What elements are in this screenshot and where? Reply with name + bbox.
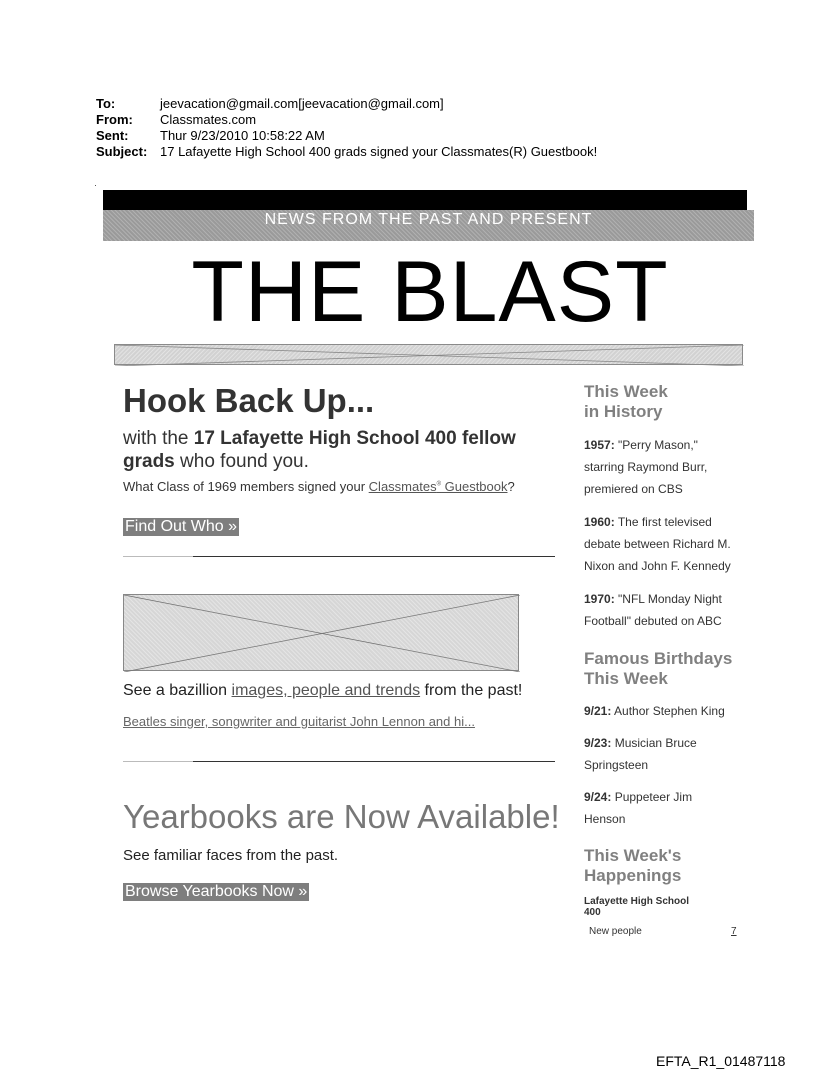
school-name-line2: 400 [584, 907, 601, 918]
sent-row [96, 128, 597, 144]
images-people-trends-link[interactable]: images, people and trends [231, 682, 421, 699]
this-week-in-history-heading [584, 382, 754, 422]
birthday-text: Author Stephen King [611, 704, 725, 718]
to-value: jeevacation@gmail.com[jeevacation@gmail.com] [160, 96, 444, 111]
new-people-count-link[interactable]: 7 [731, 926, 737, 937]
question-suffix: ? [507, 479, 515, 494]
birthday-text: Springsteen [584, 758, 649, 772]
subject-value: 17 Lafayette High School 400 grads signed your Classmates(R) Guestbook! [160, 144, 598, 159]
history-year: 1960: [584, 515, 615, 529]
banner-tagline: NEWS FROM THE PAST AND PRESENT [103, 210, 754, 241]
broken-image-icon [115, 345, 744, 366]
john-lennon-caption-link[interactable]: Beatles singer, songwriter and guitarist John Lennon and hi... [123, 714, 475, 729]
see-prefix: See a bazillion [123, 682, 232, 699]
fellow-grads-suffix: who found you. [174, 451, 309, 472]
sent-value: Thur 9/23/2010 10:58:22 AM [160, 128, 325, 143]
birthday-item [584, 700, 754, 722]
history-year: 1957: [584, 438, 615, 452]
history-heading-line1: This Week [584, 382, 668, 401]
new-people-label: New people [589, 926, 642, 937]
history-heading-line2: in History [584, 402, 663, 421]
guestbook-question [123, 479, 515, 494]
broken-photo-placeholder[interactable] [123, 594, 519, 671]
classmates-guestbook-link[interactable] [369, 479, 508, 494]
to-label: To: [96, 96, 116, 111]
birthday-text: Puppeteer Jim [611, 790, 693, 804]
birthday-text: Musician Bruce [611, 736, 697, 750]
history-year: 1970: [584, 592, 615, 606]
birthdays-heading-line2: This Week [584, 669, 668, 688]
registered-mark: ® [436, 481, 442, 488]
history-item [584, 434, 754, 500]
document-id: EFTA_R1_01487118 [656, 1053, 786, 1069]
broken-image-divider [114, 344, 743, 365]
from-label: From: [96, 112, 133, 127]
history-item [584, 588, 754, 632]
familiar-faces-text: See familiar faces from the past. [123, 847, 339, 864]
yearbooks-heading: Yearbooks are Now Available! [123, 798, 560, 835]
from-value: Classmates.com [160, 112, 257, 127]
birthday-item [584, 732, 754, 776]
new-people-row [584, 926, 754, 938]
history-text: The first televised [614, 515, 712, 529]
history-text: "Perry Mason," [614, 438, 698, 452]
sent-label: Sent: [96, 128, 129, 143]
section-divider [123, 556, 555, 557]
school-name [584, 896, 754, 918]
newsletter-title: THE BLAST [191, 244, 669, 340]
broken-image-icon [124, 595, 520, 672]
browse-yearbooks-button[interactable]: Browse Yearbooks Now » [125, 883, 308, 900]
birthday-date: 9/23: [584, 736, 612, 750]
from-row [96, 112, 597, 128]
bazillion-images-text [123, 682, 522, 700]
email-header [96, 96, 597, 160]
question-prefix: What Class of 1969 members signed your [123, 479, 369, 494]
hook-back-up-heading: Hook Back Up... [123, 382, 375, 419]
find-out-who-button[interactable]: Find Out Who » [125, 518, 238, 535]
famous-birthdays-heading [584, 649, 754, 689]
birthday-item [584, 786, 754, 830]
history-text: "NFL Monday Night [614, 592, 722, 606]
subject-row [96, 144, 597, 160]
banner-black-bar [103, 190, 747, 210]
section-divider [123, 761, 555, 762]
guestbook-link-text: Guestbook [441, 479, 508, 494]
see-suffix: from the past! [420, 682, 523, 699]
birthdays-heading-line1: Famous Birthdays [584, 649, 733, 668]
fellow-grads-count: 17 Lafayette High School 400 fellow grads [123, 428, 516, 472]
history-text: Nixon and John F. Kennedy [584, 559, 731, 573]
happenings-heading-line1: This Week's [584, 846, 682, 865]
school-name-line1: Lafayette High School [584, 896, 690, 907]
sidebar [584, 382, 754, 938]
speck [95, 185, 96, 186]
fellow-grads-text [123, 427, 563, 473]
birthday-date: 9/21: [584, 704, 612, 718]
history-text: starring Raymond Burr, [584, 460, 708, 474]
classmates-link-text: Classmates [368, 479, 437, 494]
subject-label: Subject: [96, 144, 148, 159]
history-text: Football" debuted on ABC [584, 614, 722, 628]
birthday-text: Henson [584, 812, 626, 826]
fellow-grads-prefix: with the [123, 428, 194, 449]
happenings-heading [584, 846, 754, 886]
history-item [584, 511, 754, 577]
birthday-date: 9/24: [584, 790, 612, 804]
history-text: premiered on CBS [584, 482, 683, 496]
to-row [96, 96, 597, 112]
happenings-heading-line2: Happenings [584, 866, 682, 885]
history-text: debate between Richard M. [584, 537, 731, 551]
